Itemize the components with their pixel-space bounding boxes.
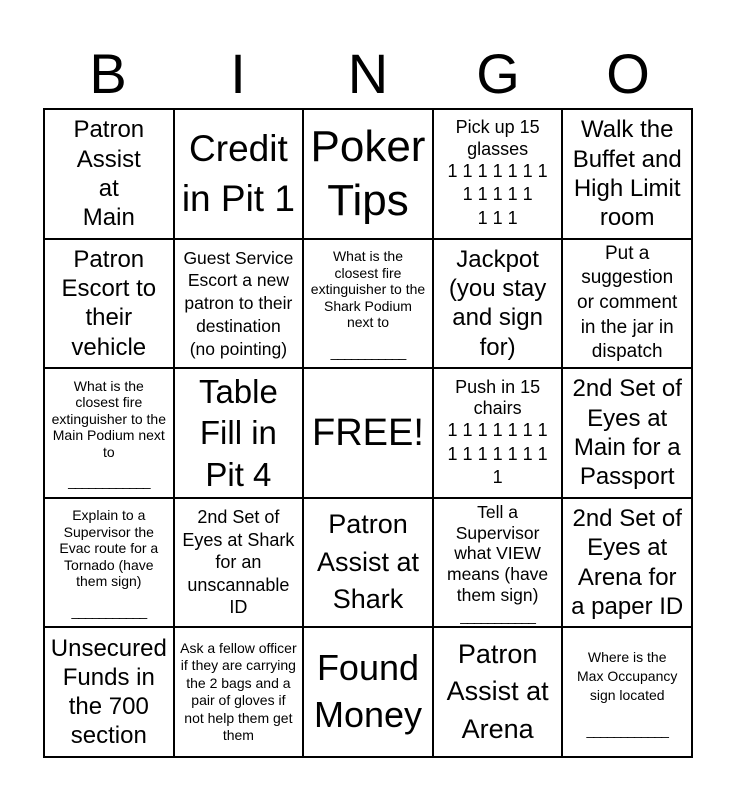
- bingo-square[interactable]: [44, 498, 174, 628]
- tally-marks: 1 1 1 1 1 1 1 1 1 1 1 1 1 1 1: [447, 420, 548, 487]
- header-letter-b: B: [89, 42, 127, 105]
- free-square[interactable]: [303, 368, 433, 498]
- square-text: Ask a fellow officer if they are carrying the 2 bags and a pair of gloves if not help them get them: [180, 639, 297, 744]
- bingo-square[interactable]: [303, 627, 433, 757]
- tally-marks: 1 1 1 1 1 1 1 1 1 1 1 1 1 1 1: [447, 160, 548, 228]
- bingo-square[interactable]: [433, 239, 563, 369]
- square-text: Patron Assist at Arena: [446, 638, 549, 745]
- bingo-square[interactable]: [44, 627, 174, 757]
- bingo-square[interactable]: [174, 627, 304, 757]
- bingo-square[interactable]: [562, 368, 692, 498]
- header-letter-g: G: [476, 42, 520, 105]
- square-text: Patron Escort to their vehicle: [61, 245, 157, 361]
- square-text: Poker Tips: [310, 122, 426, 225]
- square-text: Unsecured Funds in the 700 section: [50, 634, 167, 750]
- bingo-square[interactable]: [562, 109, 692, 239]
- bingo-square[interactable]: [562, 239, 692, 369]
- square-text: What is the closest fire extinguisher to the Shark Podium next to: [310, 248, 426, 331]
- bingo-square[interactable]: [433, 627, 563, 757]
- bingo-square[interactable]: [174, 239, 304, 369]
- bingo-card: [43, 108, 693, 758]
- bingo-square[interactable]: [174, 368, 304, 498]
- square-text: Put a suggestion or comment in the jar in dispatch: [577, 242, 678, 363]
- square-text: Table Fill in Pit 4: [198, 372, 278, 493]
- header-letter-o: O: [606, 42, 650, 105]
- square-text: Patron Assist at Main: [73, 116, 145, 232]
- square-text: Where is the Max Occupancy sign located: [577, 648, 678, 703]
- square-text: Credit in Pit 1: [181, 127, 295, 219]
- bingo-square[interactable]: [562, 627, 692, 757]
- answer-blank: ___________: [460, 608, 535, 625]
- bingo-square[interactable]: [562, 498, 692, 628]
- square-text: Tell a Supervisor what VIEW means (have them sign): [447, 501, 549, 605]
- answer-blank: ____________: [586, 721, 668, 738]
- bingo-square[interactable]: [303, 239, 433, 369]
- square-text: Push in 15 chairs: [455, 376, 541, 418]
- square-text: Pick up 15 glasses: [455, 117, 540, 159]
- square-text: Found Money: [313, 647, 423, 736]
- bingo-square[interactable]: [44, 368, 174, 498]
- bingo-square[interactable]: [44, 109, 174, 239]
- bingo-header: [43, 40, 693, 108]
- bingo-square[interactable]: [433, 109, 563, 239]
- bingo-square[interactable]: [303, 109, 433, 239]
- square-text: 2nd Set of Eyes at Shark for an unscannable ID: [182, 507, 295, 618]
- square-text: Guest Service Escort a new patron to their destination (no pointing): [183, 247, 294, 359]
- bingo-square[interactable]: [433, 368, 563, 498]
- bingo-square[interactable]: [44, 239, 174, 369]
- bingo-square[interactable]: [174, 109, 304, 239]
- square-text: What is the closest fire extinguisher to the Main Podium next to: [51, 377, 166, 460]
- square-text: 2nd Set of Eyes at Main for a Passport: [572, 375, 682, 491]
- square-text: 2nd Set of Eyes at Arena for a paper ID: [571, 505, 684, 620]
- square-text: Patron Assist at Shark: [316, 508, 419, 615]
- square-text: Explain to a Supervisor the Evac route for a Tornado (have them sign): [59, 507, 159, 590]
- bingo-square[interactable]: [303, 498, 433, 628]
- answer-blank: ___________: [330, 343, 406, 360]
- answer-blank: ___________: [71, 602, 147, 619]
- square-text: Walk the Buffet and High Limit room: [572, 116, 682, 232]
- header-letter-n: N: [347, 42, 389, 105]
- square-text: FREE!: [312, 411, 424, 454]
- bingo-square[interactable]: [174, 498, 304, 628]
- header-letter-i: I: [230, 42, 246, 105]
- bingo-square[interactable]: [433, 498, 563, 628]
- square-text: Jackpot (you stay and sign for): [448, 245, 547, 361]
- answer-blank: ____________: [68, 473, 150, 490]
